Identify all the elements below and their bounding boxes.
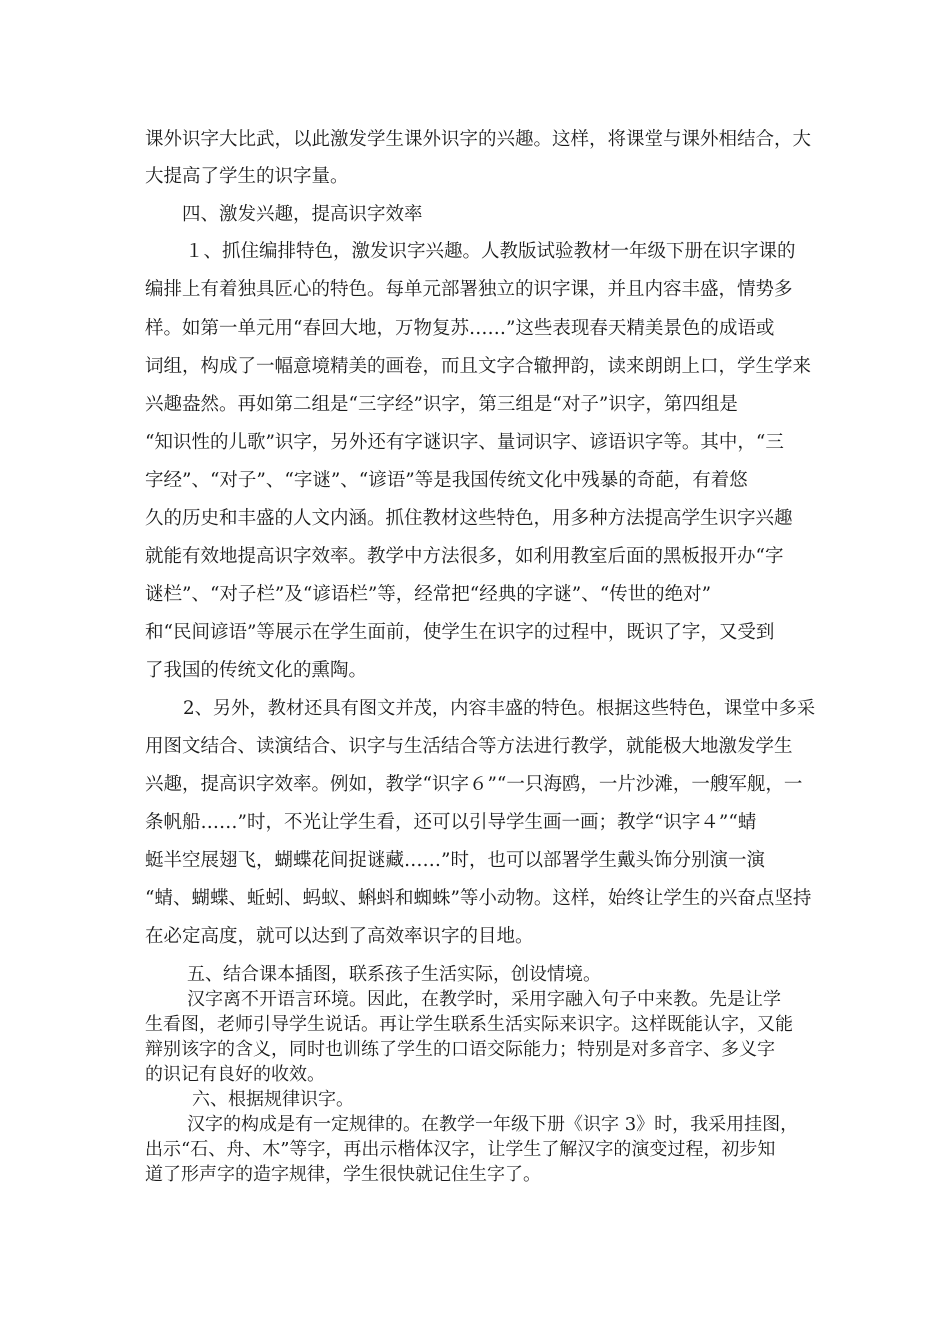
paragraph-line: 词组，构成了一幅意境精美的画卷，而且文字合辙押韵，读来朗朗上口，学生学来 [145,356,812,377]
paragraph-line: 辩别该字的含义，同时也训练了学生的口语交际能力；特别是对多音字、多义字 [145,1039,775,1060]
paragraph-line: 2、另外，教材还具有图文并茂，内容丰盛的特色。根据这些特色，课堂中多采 [183,698,816,719]
section-heading: 四、激发兴趣，提高识字效率 [182,204,423,225]
section-heading: 六、根据规律识字。 [192,1089,354,1110]
paragraph-line: “知识性的儿歌”识字，另外还有字谜识字、量词识字、谚语识字等。其中，“三 [145,432,784,453]
paragraph-line: 和“民间谚语”等展示在学生面前，使学生在识字的过程中，既识了字，又受到 [145,622,775,643]
paragraph-line: 道了形声字的造字规律，学生很快就记住生字了。 [145,1164,541,1185]
paragraph-line: 了我国的传统文化的熏陶。 [145,660,368,681]
paragraph-line: 生看图，老师引导学生说话。再让学生联系生活实际来识字。这样既能认字，又能 [145,1014,793,1035]
paragraph-line: 兴趣，提高识字效率。例如，教学“识字６”“一只海鸥，一片沙滩，一艘军舰，一 [145,774,803,795]
paragraph-line: 蜓半空展翅飞，蝴蝶花间捉谜藏……”时，也可以部署学生戴头饰分别演一演 [145,850,765,871]
paragraph-line: 用图文结合、读演结合、识字与生活结合等方法进行教学，就能极大地激发学生 [145,736,793,757]
paragraph-line: 谜栏”、“对子栏”及“谚语栏”等，经常把“经典的字谜”、“传世的绝对” [145,584,712,605]
paragraph-line: 字经”、“对子”、“字谜”、“谚语”等是我国传统文化中残暴的奇葩，有着悠 [145,470,748,491]
paragraph-line: 兴趣盎然。再如第二组是“三字经”识字，第三组是“对子”识字，第四组是 [145,394,738,415]
paragraph-line: 大提高了学生的识字量。 [145,166,349,187]
paragraph-line: 条帆船……”时，不光让学生看，还可以引导学生画一画；教学“识字４”“蜻 [145,812,757,833]
paragraph-line: 汉字离不开语言环境。因此，在教学时，采用字融入句子中来教。先是让学 [187,989,781,1010]
paragraph-line: 课外识字大比武，以此激发学生课外识字的兴趣。这样，将课堂与课外相结合，大 [145,129,812,150]
paragraph-line: 编排上有着独具匠心的特色。每单元部署独立的识字课，并且内容丰盛，情势多 [145,279,793,300]
paragraph-line: 就能有效地提高识字效率。教学中方法很多，如利用教室后面的黑板报开办“字 [145,546,784,567]
section-heading: 五、结合课本插图，联系孩子生活实际，创设情境。 [187,964,601,985]
paragraph-line: 的识记有良好的收效。 [145,1064,325,1085]
paragraph-line: １、抓住编排特色，激发识字兴趣。人教版试验教材一年级下册在识字课的 [185,241,796,262]
paragraph-line: 出示“石、舟、木”等字，再出示楷体汉字，让学生了解汉字的演变过程，初步知 [145,1139,776,1160]
paragraph-line: 在必定高度，就可以达到了高效率识字的目地。 [145,926,534,947]
paragraph-line: 样。如第一单元用“春回大地，万物复苏……”这些表现春天精美景色的成语或 [145,318,775,339]
paragraph-line: 久的历史和丰盛的人文内涵。抓住教材这些特色，用多种方法提高学生识字兴趣 [145,508,793,529]
paragraph-line: 汉字的构成是有一定规律的。在教学一年级下册《识字 3》时，我采用挂图， [187,1114,799,1135]
paragraph-line: “蜻、蝴蝶、蚯蚓、蚂蚁、蝌蚪和蜘蛛”等小动物。这样，始终让学生的兴奋点坚持 [145,888,812,909]
